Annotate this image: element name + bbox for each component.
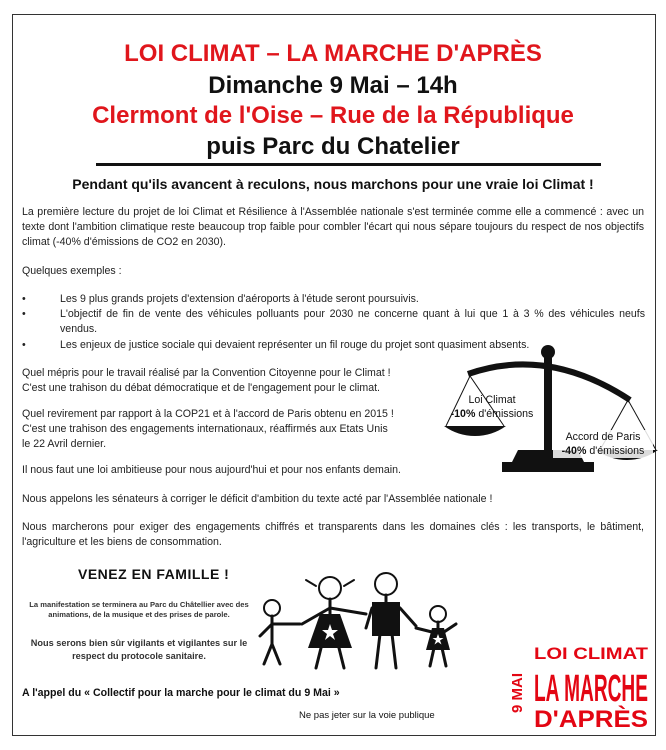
paragraph-revirement [22,407,442,452]
location-end: puis Parc du Chatelier [206,133,460,160]
scale-label-loi-climat [446,393,538,421]
logo-line3: D'APRÈS [534,706,640,729]
divider [96,163,601,166]
scale-right-suffix: d'émissions [586,445,645,457]
bullet-text: Les 9 plus grands projets d'extension d'aéroports à l'étude seront poursuivis. [60,293,419,305]
text-line: le 22 Avril dernier. [22,438,107,450]
scale-right-value: -40% [561,445,587,457]
text-line: Quel mépris pour le travail réalisé par la Convention Citoyenne pour le Climat ! [22,367,391,379]
text-line: C'est une trahison des engagements internationaux, réaffirmés aux Etats Unis [22,423,388,435]
scale-left-value: -10% [450,408,476,420]
scale-label-accord-paris [553,430,653,458]
paragraph-mepris [22,366,442,396]
scale-right-title: Accord de Paris [565,431,641,443]
paragraph-marcherons: Nous marcherons pour exiger des engagements chiffrés et transparents dans les domaines clés : les transports, le bâtiment, l'agriculture et les biens de consommation. [22,521,644,548]
loi-climat-logo [508,641,652,729]
family-icon [250,568,470,676]
scale-right-value-line [553,444,653,458]
bullet-dot: • [22,339,26,351]
scale-left-value-line [446,407,538,421]
logo-vertical-date: 9 MAI [509,672,526,713]
location: Clermont de l'Oise – Rue de la République [92,102,574,129]
paragraph-ambitieuse: Il nous faut une loi ambitieuse pour nous aujourd'hui et pour nos enfants demain. [22,464,401,476]
famille-info-animations: La manifestation se terminera au Parc du Châtellier avec des animations, de la musique et des prises de parole. [29,600,249,619]
bullet-text: Les enjeux de justice sociale qui devaient représenter un fil rouge du projet sont quasiment absents. [60,339,530,351]
bullet-dot: • [22,293,26,305]
title-main: LOI CLIMAT – LA MARCHE D'APRÈS [124,40,542,67]
logo-line1: LOI CLIMAT [534,644,649,663]
bullet-dot: • [22,308,26,320]
appel-collectif: A l'appel du « Collectif pour la marche pour le climat du 9 Mai » [22,687,340,699]
bullet-text: L'objectif de fin de vente des véhicules polluants pour 2030 ne concerne quant à lui que 1 à 3 % des véhicules neufs vendus. [60,308,645,335]
intro-paragraph: La première lecture du projet de loi Climat et Résilience à l'Assemblée nationale s'est terminée comme elle a commencé : avec un texte dont l'ambition climatique reste beaucoup trop faible pour combler l'écart qui nous sépare toujours du respect de nos objectifs climat (-40% d'émissions de CO2 en 2030). [22,206,644,248]
ne-pas-jeter-note: Ne pas jeter sur la voie publique [299,710,435,721]
date-time: Dimanche 9 Mai – 14h [208,72,458,99]
loi-climat-logo-art [508,641,652,729]
examples-label: Quelques exemples : [22,265,122,277]
text-line: Quel revirement par rapport à la COP21 et à l'accord de Paris obtenu en 2015 ! [22,408,394,420]
subtitle: Pendant qu'ils avancent à reculons, nous marchons pour une vraie loi Climat ! [72,176,594,192]
logo-line2: LA MARCHE [534,668,648,710]
scale-left-title: Loi Climat [468,394,516,406]
text-line: C'est une trahison du débat démocratique et de l'engagement pour le climat. [22,382,380,394]
venez-en-famille-title: VENEZ EN FAMILLE ! [78,566,230,582]
famille-info-sanitaire: Nous serons bien sûr vigilants et vigilantes sur le respect du protocole sanitaire. [30,638,248,661]
paragraph-senateurs: Nous appelons les sénateurs à corriger le déficit d'ambition du texte acté par l'Assemblée nationale ! [22,493,493,505]
scale-left-suffix: d'émissions [475,408,534,420]
